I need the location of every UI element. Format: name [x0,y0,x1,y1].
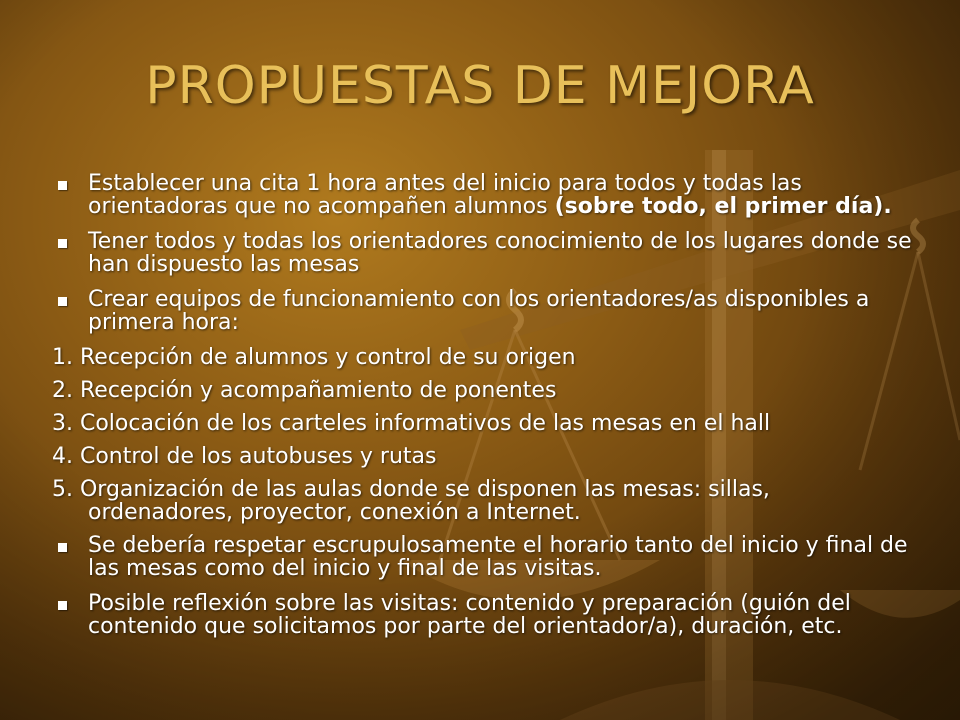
list-item-text: Se debería respetar escrupulosamente el horario tanto del inicio y final de las mesas como del inicio y final de las visitas. [88,533,908,581]
list-item-text: Establecer una cita 1 hora antes del inicio para todos y todas las orientadoras que no acompañen alumnos [88,171,802,219]
slide-title: PROPUESTAS DE MEJORA [145,56,815,116]
square-bullet-icon [58,239,67,248]
square-bullet-icon [58,181,67,190]
numbered-item: 5. Organización de las aulas donde se disponen las mesas: sillas, ordenadores, proyector, conexión a Internet. [52,477,770,525]
numbered-item: 2. Recepción y acompañamiento de ponentes [52,378,557,403]
square-bullet-icon [58,601,67,610]
list-item-text: Tener todos y todas los orientadores conocimiento de los lugares donde se han dispuesto las mesas [88,229,912,277]
list-item [52,288,912,334]
list-item [52,592,912,638]
numbered-item: 1. Recepción de alumnos y control de su origen [52,345,576,370]
square-bullet-icon [58,297,67,306]
list-item [52,172,912,218]
numbered-item: 4. Control de los autobuses y rutas [52,444,437,469]
list-item-text: Posible reflexión sobre las visitas: contenido y preparación (guión del contenido que solicitamos por parte del orientador/a), duración, etc. [88,591,851,639]
square-bullet-icon [58,543,67,552]
list-item-text: Crear equipos de funcionamiento con los orientadores/as disponibles a primera hora: [88,287,870,335]
slide-body [52,172,912,650]
list-item [52,230,912,276]
numbered-item: 3. Colocación de los carteles informativos de las mesas en el hall [52,411,771,436]
list-item [52,534,912,580]
list-item-bold-text: (sobre todo, el primer día). [554,194,892,219]
